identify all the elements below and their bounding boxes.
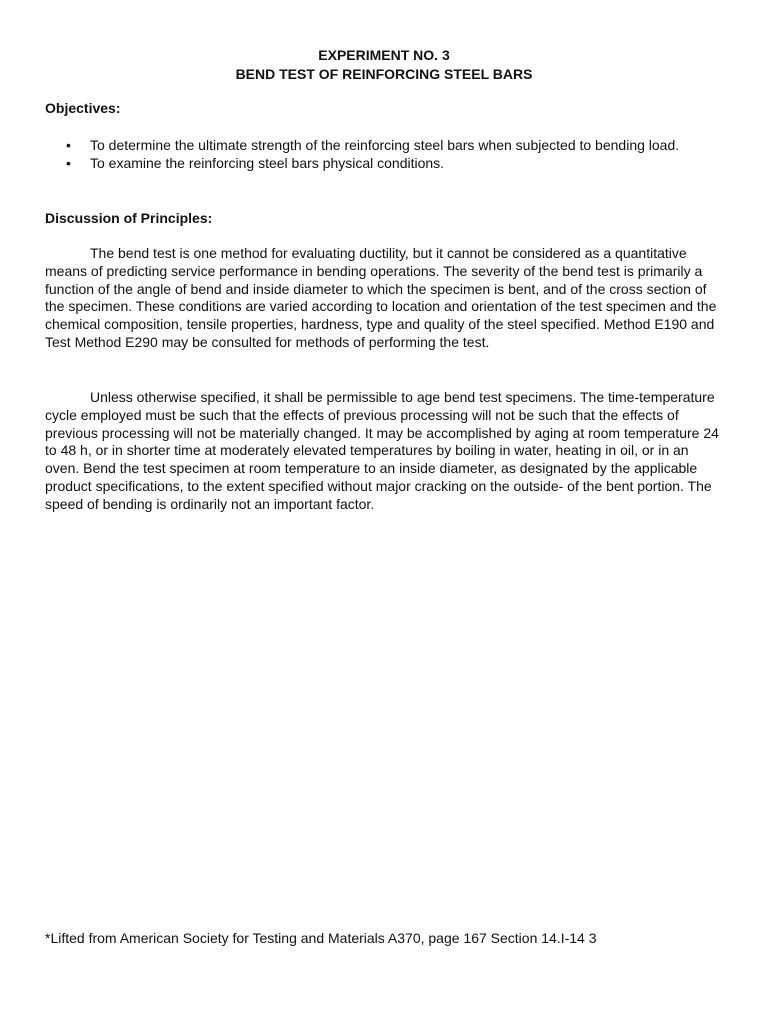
discussion-paragraph-2: Unless otherwise specified, it shall be permissible to age bend test specimens. The time-temperature cycle employed must be such that the effects of previous processing will not be such that the effects of previous processing will not be materially changed. It may be accomplished by aging at room temperature 24 to 48 h, or in shorter time at moderately elevated temperatures by boiling in water, heating in oil, or in an oven. Bend the test specimen at room temperature to an inside diameter, as designated by the applicable product specifications, to the extent specified without major cracking on the outside- of the bent portion. The speed of bending is ordinarily not an important factor. — [45, 389, 719, 512]
discussion-paragraph-1: The bend test is one method for evaluating ductility, but it cannot be considered as a quantitative means of predicting service performance in bending operations. The severity of the bend test is primarily a function of the angle of bend and inside diameter to which the specimen is bent, and of the cross section of the specimen. These conditions are varied according to location and orientation of the test specimen and the chemical composition, tensile properties, hardness, type and quality of the steel specified. Method E190 and Test Method E290 may be consulted for methods of performing the test. — [45, 245, 717, 350]
bullet-icon: • — [66, 137, 71, 153]
objectives-list — [0, 137, 768, 173]
objective-text: To determine the ultimate strength of the reinforcing steel bars when subjected to bending load. — [90, 137, 680, 153]
title-line-2: BEND TEST OF REINFORCING STEEL BARS — [235, 66, 533, 82]
list-item — [0, 155, 700, 173]
document-title — [0, 46, 768, 84]
title-line-1: EXPERIMENT NO. 3 — [318, 47, 450, 63]
objective-text: To examine the reinforcing steel bars physical conditions. — [90, 154, 445, 171]
footnote: *Lifted from American Society for Testing and Materials A370, page 167 Section 14.I-14 3 — [45, 930, 597, 946]
objectives-heading: Objectives: — [45, 100, 121, 116]
discussion-heading: Discussion of Principles: — [45, 210, 213, 226]
bullet-icon: • — [66, 154, 71, 171]
list-item — [0, 137, 700, 155]
